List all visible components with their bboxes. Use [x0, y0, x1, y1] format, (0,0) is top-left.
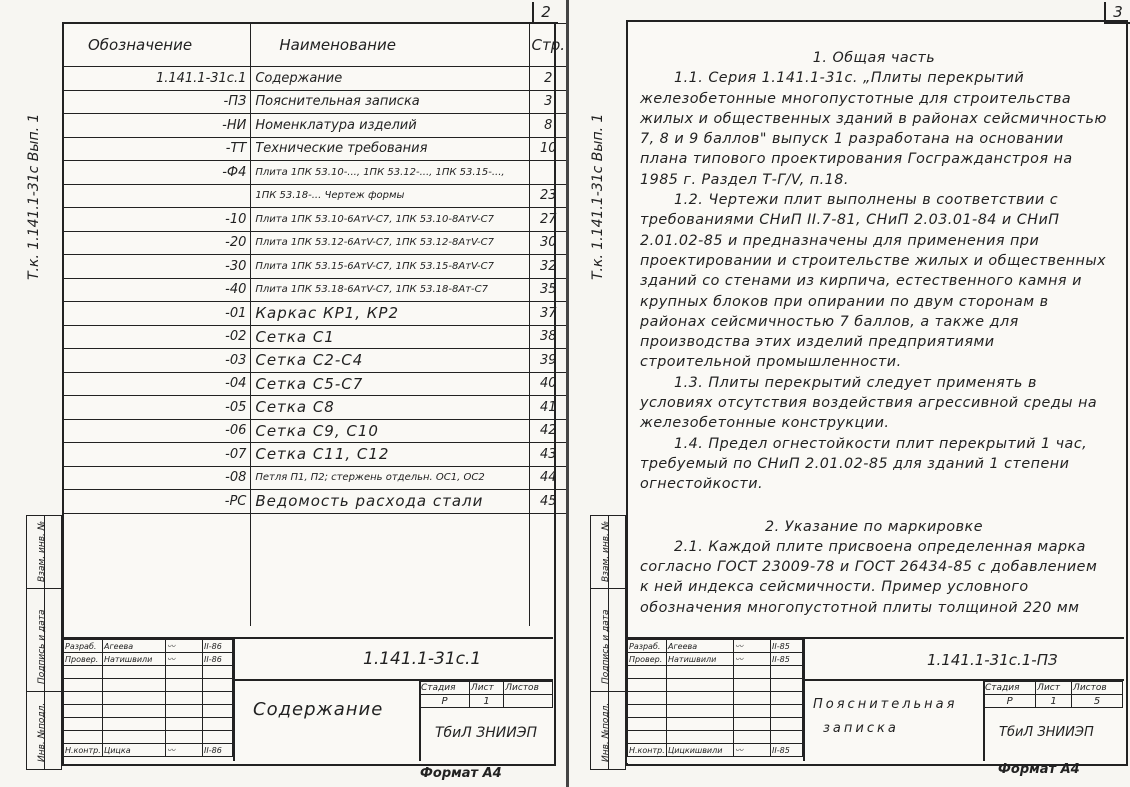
signature: 〰 [166, 653, 203, 666]
staff-name: Натишвили [667, 653, 734, 666]
row-page: 3 [529, 90, 567, 114]
paragraph-1-1: 1.1. Серия 1.141.1-31с. „Плиты перекрытий железобетонные многопустотные для строительства жилых и общественных зданий в районах сейсмичностью 7, 8 и 9 баллов" выпуск 1 разработана на основании плана типового проектирования Госгражданстроя на 1985 г. Раздел Т-Г/V, п.18. [640, 70, 1107, 188]
left-stage-grid [419, 681, 553, 708]
row-designation: -РС [64, 490, 251, 514]
staff-name: Агеева [667, 640, 734, 653]
contents-row [64, 231, 568, 255]
row-page: 39 [529, 349, 567, 373]
stamp-label-replace: Взам. инв. № [601, 520, 611, 582]
signature: 〰 [734, 640, 771, 653]
row-name: 1ПК 53.18-... Чертеж формы [251, 184, 529, 208]
paragraph-1-2: 1.2. Чертежи плит выполнены в соответствии с требованиями СНиП II.7-81, СНиП 2.03.01-84 и СНиП 2.01.02-85 и предназначены для применения при проектировании и строительстве жилых и общественных зданий со стенами из кирпича, естественного камня и крупных блоков при опирании по двум сторонам в районах сейсмичностью 7 баллов, а также для производства этих изделий предприятиями строительной промышленности. [640, 192, 1107, 371]
row-designation: -ТТ [64, 137, 251, 161]
stamp-label-sign: Подпись и дата [601, 609, 611, 684]
contents-row [64, 208, 568, 232]
contents-row [64, 396, 568, 420]
staff-role: Разраб. [64, 640, 103, 653]
contents-row [64, 490, 568, 514]
row-page: 10 [529, 137, 567, 161]
row-page: 30 [529, 231, 567, 255]
staff-date: II-85 [771, 744, 803, 757]
row-page: 45 [529, 490, 567, 514]
row-name: Петля П1, П2; стержень отдельн. ОС1, ОС2 [251, 466, 529, 490]
contents-row [64, 255, 568, 279]
contents-row [64, 302, 568, 326]
row-designation [64, 184, 251, 208]
staff-role: Провер. [64, 653, 103, 666]
right-staff-grid [627, 639, 803, 757]
row-name: Плита 1ПК 53.18-6АтV-С7, 1ПК 53.18-8Ат-С7 [251, 278, 529, 302]
row-name: Плита 1ПК 53.10-..., 1ПК 53.12-..., 1ПК 53.15-..., [251, 161, 529, 185]
row-designation: -ПЗ [64, 90, 251, 114]
right-org: ТбиЛ ЗНИИЭП [999, 725, 1094, 740]
sheet-value: 1 [1036, 695, 1072, 708]
staff-role: Н.контр. [629, 745, 665, 755]
row-page: 43 [529, 443, 567, 467]
sheet-value: 1 [469, 695, 503, 708]
row-page: 23 [529, 184, 567, 208]
header-designation: Обозначение [64, 24, 251, 67]
staff-role: Провер. [628, 653, 667, 666]
header-page: Стр. [529, 24, 567, 67]
staff-name: Цицкишвили [667, 744, 734, 757]
row-name: Сетка С8 [251, 396, 529, 420]
sheet-label: Лист [1036, 682, 1072, 695]
stage-label: Стадия [984, 682, 1036, 695]
row-page: 35 [529, 278, 567, 302]
row-page: 37 [529, 302, 567, 326]
signature: 〰 [734, 744, 771, 757]
right-page-number: 3 [1104, 2, 1130, 24]
row-name: Технические требования [251, 137, 529, 161]
sheets-value: 5 [1072, 695, 1123, 708]
stamp-label-inv: Инв. №подл. [601, 702, 611, 762]
row-name: Сетка С2-С4 [251, 349, 529, 373]
stage-label: Стадия [420, 682, 470, 695]
left-org: ТбиЛ ЗНИИЭП [435, 725, 538, 741]
row-designation: -06 [64, 419, 251, 443]
left-staff-grid [63, 639, 233, 757]
contents-header-row [64, 24, 568, 67]
right-side-label: Т.к. 1.141.1-31с Вып. 1 [590, 113, 606, 280]
row-designation: -10 [64, 208, 251, 232]
staff-date: II-85 [771, 640, 803, 653]
left-side-stamp [26, 515, 62, 770]
row-name: Сетка С11, С12 [251, 443, 529, 467]
row-page: 44 [529, 466, 567, 490]
contents-empty-row [64, 559, 568, 582]
sheet-label: Лист [469, 682, 503, 695]
right-format: Формат А4 [998, 762, 1080, 777]
contents-row [64, 114, 568, 138]
right-side-stamp [590, 515, 626, 770]
paragraph-1-3: 1.3. Плиты перекрытий следует применять в условиях отсутствия воздействия агрессивной среды на железобетонные конструкции. [640, 374, 1098, 432]
right-title-block [627, 637, 1124, 763]
row-page: 41 [529, 396, 567, 420]
staff-date: II-86 [203, 653, 233, 666]
row-designation: -02 [64, 325, 251, 349]
row-name: Ведомость расхода стали [251, 490, 529, 514]
contents-empty-row [64, 513, 568, 536]
header-name: Наименование [251, 24, 529, 67]
stamp-label-sign: Подпись и дата [37, 609, 47, 684]
row-name: Плита 1ПК 53.15-6АтV-С7, 1ПК 53.15-8АтV-С7 [251, 255, 529, 279]
row-designation: -03 [64, 349, 251, 373]
row-designation: -Ф4 [64, 161, 251, 185]
section-2-title: 2. Указание по маркировке [764, 518, 983, 535]
explanatory-text [640, 48, 1108, 618]
contents-row [64, 466, 568, 490]
paragraph-1-4: 1.4. Предел огнестойкости плит перекрытий 1 час, требуемый по СНиП 2.01.02-85 для зданий 1 степени огнестойкости. [640, 435, 1088, 493]
row-name: Каркас КР1, КР2 [251, 302, 529, 326]
staff-date: II-86 [203, 640, 233, 653]
right-doc-title-line2: записка [823, 721, 899, 736]
staff-date: II-85 [771, 653, 803, 666]
contents-row [64, 349, 568, 373]
row-designation: -01 [64, 302, 251, 326]
contents-row [64, 443, 568, 467]
contents-row [64, 137, 568, 161]
row-designation: -20 [64, 231, 251, 255]
contents-row [64, 184, 568, 208]
row-page: 2 [529, 67, 567, 91]
section-1-title: 1. Общая часть [812, 50, 936, 66]
right-doc-title-line1: Пояснительная [813, 697, 958, 712]
left-format: Формат А4 [420, 766, 502, 781]
staff-name: Агеева [103, 640, 166, 653]
staff-name: Натишвили [103, 653, 166, 666]
staff-role: Н.контр. [65, 745, 101, 755]
contents-row [64, 278, 568, 302]
contents-table [63, 23, 568, 626]
left-doc-code: 1.141.1-31с.1 [363, 649, 482, 669]
staff-name: Цицка [103, 744, 166, 757]
signature: 〰 [166, 640, 203, 653]
contents-row [64, 325, 568, 349]
right-doc-code: 1.141.1-31с.1-ПЗ [927, 651, 1058, 669]
sheets-label: Листов [1072, 682, 1123, 695]
row-name: Содержание [251, 67, 529, 91]
row-name: Сетка С9, С10 [251, 419, 529, 443]
row-page: 32 [529, 255, 567, 279]
contents-row [64, 419, 568, 443]
row-page: 38 [529, 325, 567, 349]
row-page: 40 [529, 372, 567, 396]
row-designation: -08 [64, 466, 251, 490]
row-page [529, 161, 567, 185]
row-designation: -30 [64, 255, 251, 279]
stage-value: Р [984, 695, 1036, 708]
contents-row [64, 67, 568, 91]
contents-row [64, 372, 568, 396]
row-name: Сетка С1 [251, 325, 529, 349]
row-designation: 1.141.1-31с.1 [64, 67, 251, 91]
row-name: Сетка С5-С7 [251, 372, 529, 396]
row-page: 27 [529, 208, 567, 232]
row-designation: -40 [64, 278, 251, 302]
row-name: Пояснительная записка [251, 90, 529, 114]
contents-empty-row [64, 604, 568, 627]
stamp-label-replace: Взам. инв. № [37, 520, 47, 582]
signature: 〰 [734, 653, 771, 666]
left-page-number: 2 [532, 2, 558, 24]
row-designation: -05 [64, 396, 251, 420]
sheets-label: Листов [504, 682, 553, 695]
contents-row [64, 90, 568, 114]
sheets-value [504, 695, 553, 708]
row-designation: -04 [64, 372, 251, 396]
row-name: Номенклатура изделий [251, 114, 529, 138]
contents-empty-row [64, 581, 568, 604]
staff-role: Разраб. [628, 640, 667, 653]
row-designation: -НИ [64, 114, 251, 138]
stage-value: Р [420, 695, 470, 708]
row-page: 42 [529, 419, 567, 443]
contents-row [64, 161, 568, 185]
left-title-block [63, 637, 553, 763]
signature: 〰 [166, 744, 203, 757]
contents-empty-row [64, 536, 568, 559]
left-side-label: Т.к. 1.141.1-31с Вып. 1 [26, 113, 42, 280]
stamp-label-inv: Инв. №подл. [37, 702, 47, 762]
row-designation: -07 [64, 443, 251, 467]
right-stage-grid [983, 681, 1123, 708]
row-name: Плита 1ПК 53.10-6АтV-С7, 1ПК 53.10-8АтV-С7 [251, 208, 529, 232]
right-page [568, 0, 1130, 787]
paragraph-2-1: 2.1. Каждой плите присвоена определенная марка согласно ГОСТ 23009-78 и ГОСТ 26434-85 с добавлением к ней индекса сейсмичности. Пример условного обозначения многопустотной плиты толщиной 220 мм [640, 538, 1098, 616]
row-name: Плита 1ПК 53.12-6АтV-С7, 1ПК 53.12-8АтV-С7 [251, 231, 529, 255]
left-doc-title: Содержание [253, 699, 384, 720]
staff-date: II-86 [203, 744, 233, 757]
row-page: 8 [529, 114, 567, 138]
